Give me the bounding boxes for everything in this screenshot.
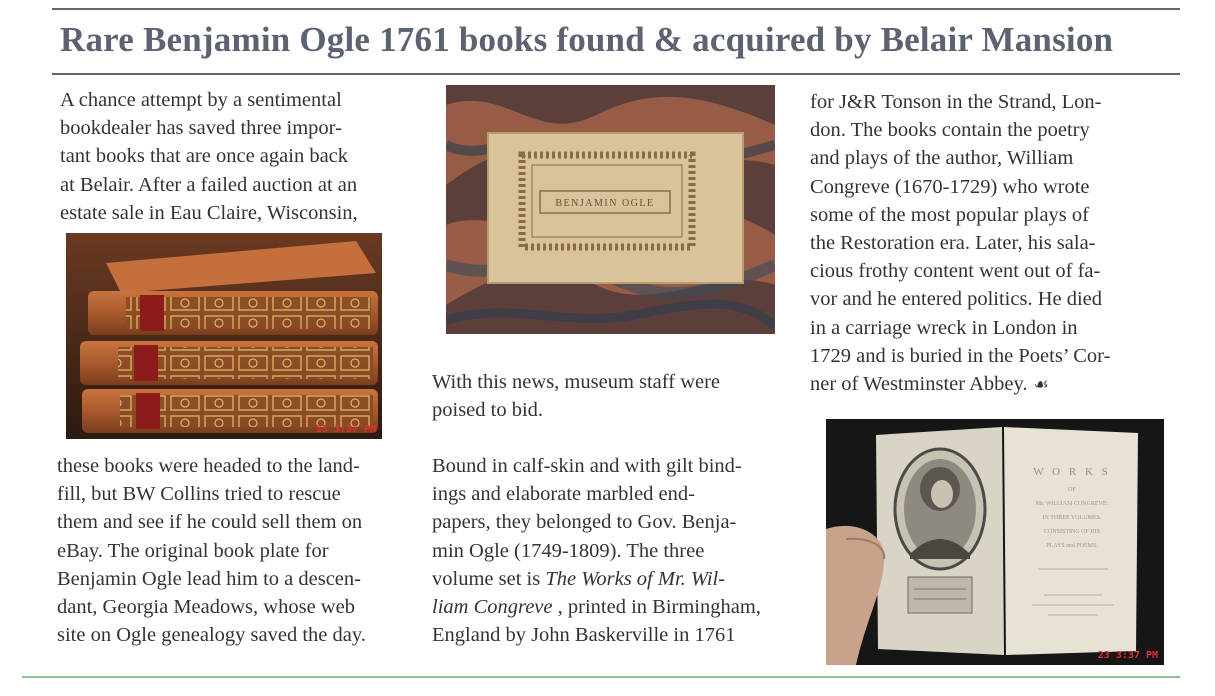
- top-rule: [52, 8, 1180, 10]
- text-line: them and see if he could sell them on: [57, 511, 363, 534]
- text-line: don. The books contain the poetry: [810, 119, 1090, 142]
- col1-bottom-text: [57, 452, 366, 649]
- col1-top-text: [60, 86, 358, 227]
- text-line: at Belair. After a failed auction at an: [60, 173, 358, 196]
- text-line: and plays of the author, William: [810, 147, 1074, 170]
- text-line: some of the most popular plays of: [810, 203, 1089, 226]
- books-stack-photo: [66, 233, 382, 439]
- text-line: min Ogle (1749-1809). The three: [432, 539, 705, 562]
- text-line: Bound in calf-skin and with gilt bind-: [432, 455, 742, 477]
- text-line: [432, 565, 761, 593]
- text-run: ner of Westminster Abbey.: [810, 373, 1028, 396]
- text-line: for J&R Tonson in the Strand, Lon-: [810, 91, 1102, 113]
- text-line: eBay. The original book plate for: [57, 539, 329, 562]
- text-line: fill, but BW Collins tried to rescue: [57, 483, 341, 506]
- title-page-heading: W O R K S: [1033, 466, 1111, 478]
- text-line: Benjamin Ogle lead him to a descen-: [57, 567, 361, 590]
- book-title-italic: liam Congreve: [432, 596, 553, 619]
- open-book-illustration: [826, 419, 1164, 665]
- text-line: dant, Georgia Meadows, whose web: [57, 596, 355, 619]
- text-line: the Restoration era. Later, his sala-: [810, 232, 1096, 255]
- text-line: in a carriage wreck in London in: [810, 316, 1078, 339]
- col3-top-text: [810, 88, 1110, 399]
- text-line: these books were headed to the land-: [57, 455, 360, 477]
- text-line: [810, 370, 1110, 399]
- photo-timestamp: 23 3:37 PM: [315, 424, 376, 435]
- title-page-line: PLAYS and POEMS.: [1046, 543, 1098, 549]
- text-line: poised to bid.: [432, 399, 544, 422]
- text-line: ings and elaborate marbled end-: [432, 483, 695, 506]
- title-page-line: CONSISTING OF HIS: [1043, 529, 1101, 535]
- text-line: vor and he entered politics. He died: [810, 288, 1103, 311]
- title-page-line: Mr. WILLIAM CONGREVE:: [1035, 501, 1109, 507]
- works-title-page-photo: [826, 419, 1164, 665]
- bookplate-name: BENJAMIN OGLE: [555, 198, 655, 209]
- text-line: papers, they belonged to Gov. Benja-: [432, 511, 737, 534]
- col2-bottom-text: [432, 452, 761, 649]
- bookplate-photo: [446, 85, 775, 334]
- text-line: cious frothy content went out of fa-: [810, 260, 1101, 283]
- text-line: A chance attempt by a sentimental: [60, 89, 342, 111]
- text-line: With this news, museum staff were: [432, 371, 721, 393]
- headline: Rare Benjamin Ogle 1761 books found & acquired by Belair Mansion: [60, 20, 1114, 59]
- text-line: England by John Baskerville in 1761: [432, 624, 736, 647]
- bottom-rule: [22, 676, 1180, 678]
- text-line: estate sale in Eau Claire, Wisconsin,: [60, 201, 358, 224]
- text-line: bookdealer has saved three impor-: [60, 117, 342, 140]
- end-mark-icon: ☙: [1033, 375, 1049, 396]
- text-line: 1729 and is buried in the Poets’ Cor-: [810, 344, 1111, 367]
- text-line: Congreve (1670-1729) who wrote: [810, 175, 1090, 198]
- marbled-endpaper-illustration: [446, 85, 775, 334]
- headline-rule: [52, 73, 1180, 75]
- title-page-line: IN THREE VOLUMES.: [1042, 515, 1102, 521]
- text-run: , printed in Birmingham,: [552, 596, 761, 619]
- col2-top-text: [432, 368, 720, 424]
- text-line: tant books that are once again back: [60, 145, 349, 168]
- title-page-line: OF: [1068, 487, 1076, 493]
- book-title-italic: The Works of Mr. Wil-: [545, 567, 726, 590]
- books-stack-illustration: [66, 233, 382, 439]
- photo-timestamp: 23 3:37 PM: [1097, 650, 1158, 661]
- text-run: volume set is: [432, 567, 546, 590]
- text-line: site on Ogle genealogy saved the day.: [57, 624, 366, 647]
- text-line: [432, 593, 761, 621]
